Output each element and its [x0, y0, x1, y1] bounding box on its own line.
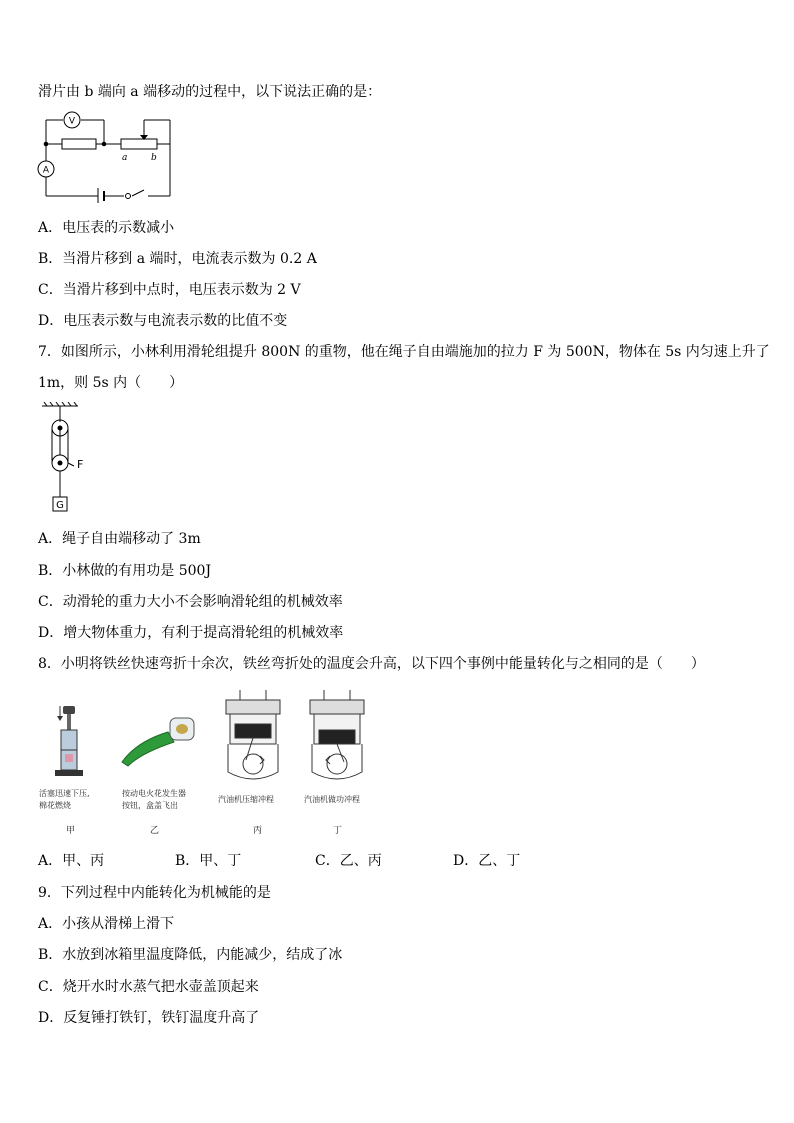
- fig-yi-caption-2: 按钮，盒盖飞出: [122, 801, 178, 810]
- fire-syringe-figure: [46, 702, 86, 782]
- ammeter-label: A: [42, 165, 50, 176]
- fig-yi-caption-1: 按动电火花发生器: [122, 789, 186, 798]
- q7-option-d: D．增大物体重力，有利于提高滑轮组的机械效率: [38, 625, 344, 641]
- fig-ding-label: 丁: [333, 826, 343, 836]
- q9-option-d: D．反复锤打铁钉，铁钉温度升高了: [38, 1010, 260, 1026]
- q7-option-b: B．小林做的有用功是 500J: [38, 563, 212, 579]
- q6-stem: 滑片由 b 端向 a 端移动的过程中，以下说法正确的是：: [38, 84, 382, 100]
- power-stroke-figure: [302, 690, 372, 786]
- q7-option-c: C．动滑轮的重力大小不会影响滑轮组的机械效率: [38, 594, 343, 610]
- q7-option-a: A．绳子自由端移动了 3m: [38, 531, 201, 547]
- fig-yi-label: 乙: [150, 826, 160, 836]
- q9-option-a: A．小孩从滑梯上滑下: [38, 916, 175, 932]
- weight-label: G: [56, 500, 64, 511]
- q6-option-d: D．电压表示数与电流表示数的比值不变: [38, 313, 288, 329]
- fig-jia-label: 甲: [66, 826, 76, 836]
- q8-option-c: C．乙、丙: [315, 853, 382, 869]
- fig-bing-label: 丙: [253, 826, 263, 836]
- q9-option-c: C．烧开水时水蒸气把水壶盖顶起来: [38, 979, 259, 995]
- circuit-diagram: [36, 108, 176, 203]
- fig-jia-caption-1: 活塞迅速下压,: [39, 789, 90, 798]
- force-label: F: [77, 458, 84, 471]
- voltmeter-label: V: [68, 116, 76, 127]
- fig-jia-caption-2: 棉花燃烧: [39, 801, 71, 810]
- fig-ding-caption: 汽油机做功冲程: [304, 795, 360, 804]
- q9-stem: 9．下列过程中内能转化为机械能的是: [38, 885, 271, 901]
- compression-stroke-figure: [218, 690, 288, 786]
- q8-option-b: B．甲、丁: [175, 853, 242, 869]
- pulley-diagram: [40, 402, 100, 516]
- fig-bing-caption: 汽油机压缩冲程: [218, 795, 274, 804]
- q6-option-b: B．当滑片移到 a 端时，电流表示数为 0.2 A: [38, 251, 317, 267]
- q6-option-c: C．当滑片移到中点时，电压表示数为 2 V: [38, 282, 301, 298]
- q8-stem: 8．小明将铁丝快速弯折十余次，铁丝弯折处的温度会升高，以下四个事例中能量转化与之相同的是（ ）: [38, 656, 705, 672]
- rheostat-end-a: a: [122, 153, 128, 163]
- spark-generator-figure: [118, 712, 198, 768]
- q8-option-d: D．乙、丁: [453, 853, 521, 869]
- q7-stem-line2: 1m，则 5s 内（ ）: [38, 375, 184, 391]
- q8-option-a: A．甲、丙: [38, 853, 105, 869]
- q7-stem-line1: 7．如图所示，小林利用滑轮组提升 800N 的重物，他在绳子自由端施加的拉力 F 为 500N，物体在 5s 内匀速上升了: [38, 344, 770, 360]
- q6-option-a: A．电压表的示数减小: [38, 220, 175, 236]
- rheostat-end-b: b: [151, 153, 157, 163]
- q9-option-b: B．水放到冰箱里温度降低，内能减少，结成了冰: [38, 947, 343, 963]
